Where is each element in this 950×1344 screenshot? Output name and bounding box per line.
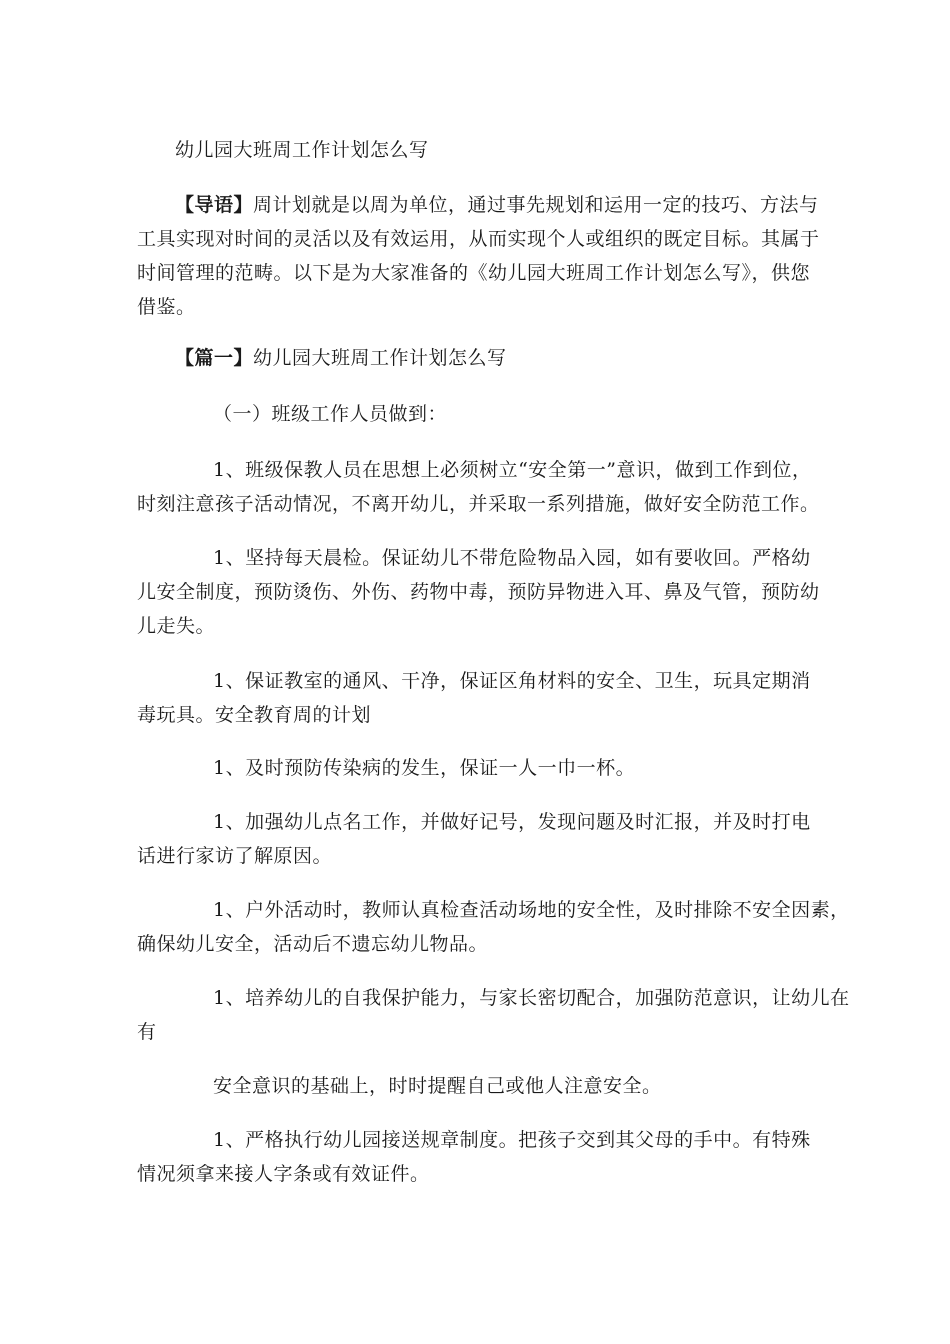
document-title: 幼儿园大班周工作计划怎么写 xyxy=(175,139,429,161)
item-7-line-1: 1、培养幼儿的自我保护能力，与家长密切配合，加强防范意识，让幼儿在 xyxy=(213,987,850,1009)
item-5-line-1: 1、加强幼儿点名工作，并做好记号，发现问题及时汇报，并及时打电 xyxy=(213,811,811,833)
item-1-line-1: 1、班级保教人员在思想上必须树立“安全第一”意识，做到工作到位， xyxy=(213,459,812,481)
intro-label: 【导语】 xyxy=(175,194,254,216)
section-header-label: 【篇一】 xyxy=(175,347,254,369)
section-header xyxy=(175,345,507,371)
item-6-line-2: 确保幼儿安全，活动后不遗忘幼儿物品。 xyxy=(137,933,489,955)
intro-line-2: 工具实现对时间的灵活以及有效运用，从而实现个人或组织的既定目标。其属于 xyxy=(137,228,820,250)
item-6-line-1: 1、户外活动时，教师认真检查活动场地的安全性，及时排除不安全因素， xyxy=(213,899,850,921)
intro-line-1-text: 周计划就是以周为单位，通过事先规划和运用一定的技巧、方法与 xyxy=(253,194,819,216)
item-8-line-1: 安全意识的基础上，时时提醒自己或他人注意安全。 xyxy=(213,1075,662,1097)
intro-line-3: 时间管理的范畴。以下是为大家准备的《幼儿园大班周工作计划怎么写》，供您 xyxy=(137,262,811,284)
intro-line-4: 借鉴。 xyxy=(137,296,196,318)
subheading: （一）班级工作人员做到： xyxy=(213,403,448,425)
intro-line-1 xyxy=(175,192,819,218)
item-7-line-2: 有 xyxy=(137,1021,157,1043)
item-9-line-2: 情况须拿来接人字条或有效证件。 xyxy=(137,1163,430,1185)
item-2-line-2: 儿安全制度，预防烫伤、外伤、药物中毒，预防异物进入耳、鼻及气管，预防幼 xyxy=(137,581,820,603)
item-3-line-1: 1、保证教室的通风、干净，保证区角材料的安全、卫生，玩具定期消 xyxy=(213,670,811,692)
item-2-line-1: 1、坚持每天晨检。保证幼儿不带危险物品入园，如有要收回。严格幼 xyxy=(213,547,811,569)
item-9-line-1: 1、严格执行幼儿园接送规章制度。把孩子交到其父母的手中。有特殊 xyxy=(213,1129,811,1151)
item-2-line-3: 儿走失。 xyxy=(137,615,216,637)
section-header-text: 幼儿园大班周工作计划怎么写 xyxy=(253,347,507,369)
item-5-line-2: 话进行家访了解原因。 xyxy=(137,845,333,867)
item-3-line-2: 毒玩具。安全教育周的计划 xyxy=(137,704,372,726)
item-1-line-2: 时刻注意孩子活动情况，不离开幼儿，并采取一系列措施，做好安全防范工作。 xyxy=(137,493,820,515)
item-4-line-1: 1、及时预防传染病的发生，保证一人一巾一杯。 xyxy=(213,757,636,779)
